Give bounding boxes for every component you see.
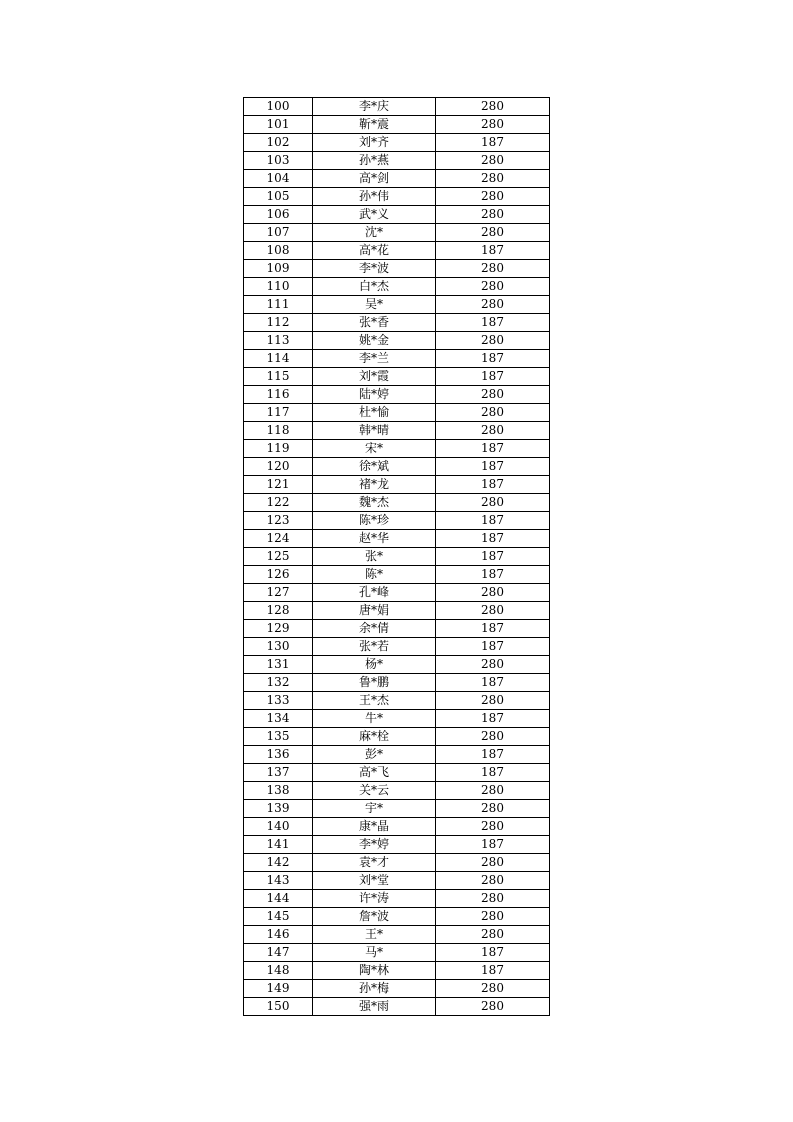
table-row (244, 368, 550, 386)
name-cell: 魏*杰 (313, 494, 436, 512)
amount-cell: 280 (436, 224, 550, 242)
amount-cell: 280 (436, 854, 550, 872)
table-row (244, 386, 550, 404)
name-cell: 刘*霞 (313, 368, 436, 386)
row-number-cell: 141 (244, 836, 313, 854)
row-number-cell: 116 (244, 386, 313, 404)
table-row (244, 638, 550, 656)
row-number-cell: 101 (244, 116, 313, 134)
row-number-cell: 128 (244, 602, 313, 620)
amount-cell: 280 (436, 926, 550, 944)
row-number-cell: 144 (244, 890, 313, 908)
name-cell: 袁*才 (313, 854, 436, 872)
row-number-cell: 131 (244, 656, 313, 674)
amount-cell: 280 (436, 386, 550, 404)
row-number-cell: 113 (244, 332, 313, 350)
row-number-cell: 103 (244, 152, 313, 170)
amount-cell: 280 (436, 584, 550, 602)
row-number-cell: 132 (244, 674, 313, 692)
amount-cell: 280 (436, 728, 550, 746)
row-number-cell: 109 (244, 260, 313, 278)
row-number-cell: 123 (244, 512, 313, 530)
table-row (244, 872, 550, 890)
row-number-cell: 118 (244, 422, 313, 440)
amount-cell: 280 (436, 692, 550, 710)
name-cell: 詹*波 (313, 908, 436, 926)
table-row (244, 692, 550, 710)
table-body (244, 98, 550, 1016)
table-row (244, 440, 550, 458)
table-row (244, 170, 550, 188)
amount-cell: 187 (436, 746, 550, 764)
name-cell: 宋* (313, 440, 436, 458)
table-row (244, 314, 550, 332)
recipient-table (243, 97, 550, 1016)
table-row (244, 206, 550, 224)
row-number-cell: 135 (244, 728, 313, 746)
amount-cell: 187 (436, 512, 550, 530)
row-number-cell: 117 (244, 404, 313, 422)
table-row (244, 584, 550, 602)
amount-cell: 280 (436, 332, 550, 350)
row-number-cell: 115 (244, 368, 313, 386)
name-cell: 靳*震 (313, 116, 436, 134)
row-number-cell: 104 (244, 170, 313, 188)
name-cell: 高*花 (313, 242, 436, 260)
row-number-cell: 150 (244, 998, 313, 1016)
row-number-cell: 106 (244, 206, 313, 224)
table-row (244, 800, 550, 818)
amount-cell: 187 (436, 620, 550, 638)
table-row (244, 782, 550, 800)
amount-cell: 280 (436, 404, 550, 422)
table-row (244, 296, 550, 314)
table-row (244, 818, 550, 836)
row-number-cell: 107 (244, 224, 313, 242)
name-cell: 孙*伟 (313, 188, 436, 206)
row-number-cell: 138 (244, 782, 313, 800)
amount-cell: 280 (436, 296, 550, 314)
name-cell: 余*倩 (313, 620, 436, 638)
document-table-container (243, 97, 550, 1016)
amount-cell: 187 (436, 368, 550, 386)
name-cell: 高*飞 (313, 764, 436, 782)
row-number-cell: 143 (244, 872, 313, 890)
name-cell: 张*香 (313, 314, 436, 332)
row-number-cell: 133 (244, 692, 313, 710)
table-row (244, 854, 550, 872)
amount-cell: 187 (436, 836, 550, 854)
table-row (244, 908, 550, 926)
amount-cell: 280 (436, 890, 550, 908)
name-cell: 康*晶 (313, 818, 436, 836)
row-number-cell: 110 (244, 278, 313, 296)
name-cell: 麻*栓 (313, 728, 436, 746)
table-row (244, 980, 550, 998)
row-number-cell: 136 (244, 746, 313, 764)
name-cell: 刘*齐 (313, 134, 436, 152)
table-row (244, 962, 550, 980)
row-number-cell: 111 (244, 296, 313, 314)
amount-cell: 280 (436, 422, 550, 440)
row-number-cell: 108 (244, 242, 313, 260)
name-cell: 李*兰 (313, 350, 436, 368)
row-number-cell: 119 (244, 440, 313, 458)
amount-cell: 187 (436, 548, 550, 566)
table-row (244, 332, 550, 350)
amount-cell: 280 (436, 494, 550, 512)
amount-cell: 187 (436, 350, 550, 368)
table-row (244, 998, 550, 1016)
amount-cell: 280 (436, 188, 550, 206)
row-number-cell: 129 (244, 620, 313, 638)
table-row (244, 728, 550, 746)
table-row (244, 422, 550, 440)
amount-cell: 187 (436, 962, 550, 980)
name-cell: 鲁*鹏 (313, 674, 436, 692)
name-cell: 许*涛 (313, 890, 436, 908)
amount-cell: 280 (436, 206, 550, 224)
amount-cell: 187 (436, 710, 550, 728)
name-cell: 褚*龙 (313, 476, 436, 494)
name-cell: 张* (313, 548, 436, 566)
table-row (244, 152, 550, 170)
table-row (244, 764, 550, 782)
row-number-cell: 149 (244, 980, 313, 998)
table-row (244, 404, 550, 422)
name-cell: 唐*娟 (313, 602, 436, 620)
row-number-cell: 120 (244, 458, 313, 476)
table-row (244, 242, 550, 260)
amount-cell: 187 (436, 566, 550, 584)
table-row (244, 116, 550, 134)
name-cell: 孙*燕 (313, 152, 436, 170)
amount-cell: 187 (436, 440, 550, 458)
table-row (244, 260, 550, 278)
row-number-cell: 130 (244, 638, 313, 656)
name-cell: 赵*华 (313, 530, 436, 548)
amount-cell: 280 (436, 260, 550, 278)
row-number-cell: 114 (244, 350, 313, 368)
amount-cell: 280 (436, 170, 550, 188)
table-row (244, 134, 550, 152)
row-number-cell: 122 (244, 494, 313, 512)
table-row (244, 710, 550, 728)
name-cell: 高*剑 (313, 170, 436, 188)
row-number-cell: 142 (244, 854, 313, 872)
table-row (244, 566, 550, 584)
table-row (244, 278, 550, 296)
amount-cell: 187 (436, 134, 550, 152)
name-cell: 徐*斌 (313, 458, 436, 476)
table-row (244, 674, 550, 692)
amount-cell: 187 (436, 242, 550, 260)
name-cell: 吴* (313, 296, 436, 314)
amount-cell: 280 (436, 818, 550, 836)
amount-cell: 280 (436, 980, 550, 998)
table-row (244, 548, 550, 566)
row-number-cell: 112 (244, 314, 313, 332)
table-row (244, 926, 550, 944)
amount-cell: 187 (436, 458, 550, 476)
amount-cell: 280 (436, 278, 550, 296)
name-cell: 牛* (313, 710, 436, 728)
table-row (244, 188, 550, 206)
row-number-cell: 105 (244, 188, 313, 206)
name-cell: 杜*愉 (313, 404, 436, 422)
row-number-cell: 146 (244, 926, 313, 944)
amount-cell: 280 (436, 872, 550, 890)
row-number-cell: 134 (244, 710, 313, 728)
name-cell: 陈*珍 (313, 512, 436, 530)
amount-cell: 280 (436, 152, 550, 170)
amount-cell: 187 (436, 314, 550, 332)
amount-cell: 280 (436, 656, 550, 674)
name-cell: 关*云 (313, 782, 436, 800)
name-cell: 沈* (313, 224, 436, 242)
table-row (244, 836, 550, 854)
table-row (244, 620, 550, 638)
amount-cell: 280 (436, 98, 550, 116)
table-row (244, 458, 550, 476)
row-number-cell: 145 (244, 908, 313, 926)
table-row (244, 350, 550, 368)
row-number-cell: 140 (244, 818, 313, 836)
row-number-cell: 100 (244, 98, 313, 116)
table-row (244, 98, 550, 116)
amount-cell: 280 (436, 800, 550, 818)
name-cell: 韩*晴 (313, 422, 436, 440)
table-row (244, 602, 550, 620)
row-number-cell: 121 (244, 476, 313, 494)
name-cell: 王* (313, 926, 436, 944)
amount-cell: 187 (436, 476, 550, 494)
name-cell: 孔*峰 (313, 584, 436, 602)
name-cell: 陈* (313, 566, 436, 584)
table-row (244, 890, 550, 908)
name-cell: 马* (313, 944, 436, 962)
name-cell: 王*杰 (313, 692, 436, 710)
table-row (244, 746, 550, 764)
amount-cell: 280 (436, 782, 550, 800)
row-number-cell: 127 (244, 584, 313, 602)
name-cell: 李*婷 (313, 836, 436, 854)
table-row (244, 512, 550, 530)
name-cell: 孙*梅 (313, 980, 436, 998)
name-cell: 武*义 (313, 206, 436, 224)
amount-cell: 187 (436, 764, 550, 782)
amount-cell: 187 (436, 944, 550, 962)
amount-cell: 187 (436, 530, 550, 548)
name-cell: 强*雨 (313, 998, 436, 1016)
name-cell: 杨* (313, 656, 436, 674)
table-row (244, 656, 550, 674)
amount-cell: 280 (436, 998, 550, 1016)
name-cell: 白*杰 (313, 278, 436, 296)
amount-cell: 280 (436, 908, 550, 926)
table-row (244, 476, 550, 494)
row-number-cell: 126 (244, 566, 313, 584)
table-row (244, 530, 550, 548)
row-number-cell: 125 (244, 548, 313, 566)
amount-cell: 187 (436, 638, 550, 656)
name-cell: 李*波 (313, 260, 436, 278)
row-number-cell: 124 (244, 530, 313, 548)
name-cell: 姚*金 (313, 332, 436, 350)
amount-cell: 187 (436, 674, 550, 692)
name-cell: 陆*婷 (313, 386, 436, 404)
name-cell: 张*若 (313, 638, 436, 656)
row-number-cell: 137 (244, 764, 313, 782)
name-cell: 刘*堂 (313, 872, 436, 890)
name-cell: 宇* (313, 800, 436, 818)
row-number-cell: 147 (244, 944, 313, 962)
table-row (244, 944, 550, 962)
amount-cell: 280 (436, 602, 550, 620)
row-number-cell: 148 (244, 962, 313, 980)
name-cell: 彭* (313, 746, 436, 764)
name-cell: 李*庆 (313, 98, 436, 116)
amount-cell: 280 (436, 116, 550, 134)
row-number-cell: 139 (244, 800, 313, 818)
name-cell: 陶*林 (313, 962, 436, 980)
table-row (244, 224, 550, 242)
row-number-cell: 102 (244, 134, 313, 152)
table-row (244, 494, 550, 512)
